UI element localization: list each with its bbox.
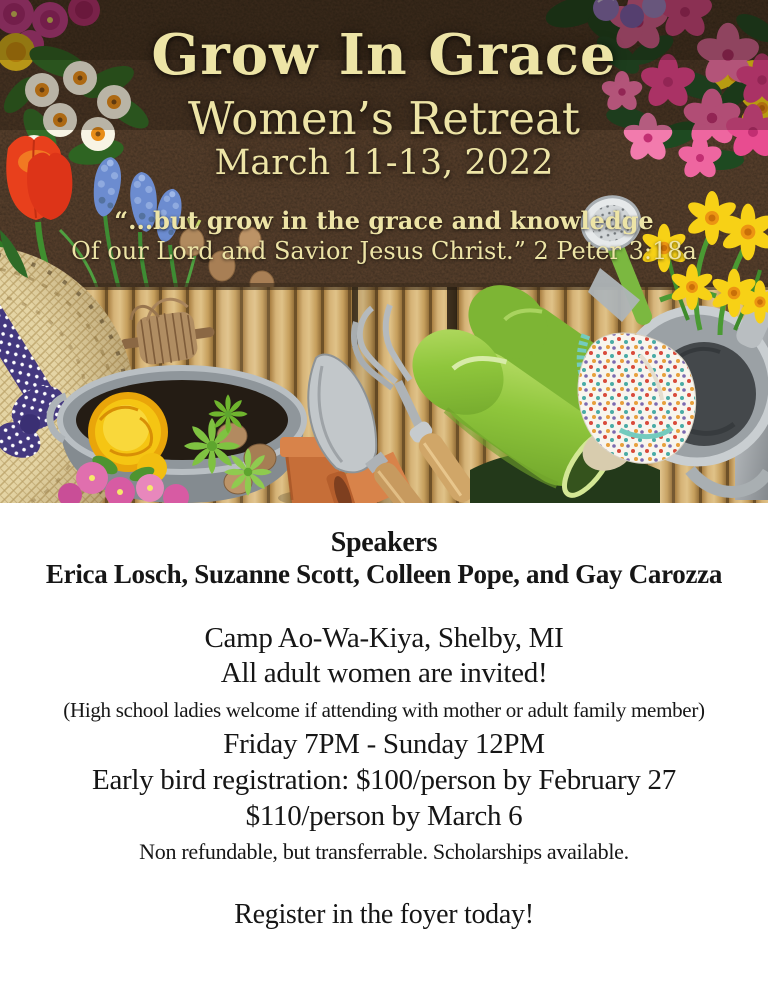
event-title: Grow In Grace: [151, 22, 617, 88]
event-schedule: Friday 7PM - Sunday 12PM: [223, 728, 545, 760]
refund-note: Non refundable, but transferrable. Scholarships available.: [139, 839, 629, 864]
event-subtitle: Women’s Retreat: [188, 92, 580, 145]
early-bird-price: Early bird registration: $100/person by February 27: [92, 764, 676, 796]
speakers-names: Erica Losch, Suzanne Scott, Colleen Pope, and Gay Carozza: [45, 559, 723, 589]
event-dates: March 11-13, 2022: [214, 143, 554, 183]
event-location: Camp Ao-Wa-Kiya, Shelby, MI: [204, 622, 564, 654]
invitation-note: (High school ladies welcome if attending with mother or adult family member): [63, 698, 705, 722]
verse-line-1: “...but grow in the grace and knowledge: [114, 206, 654, 235]
call-to-action: Register in the foyer today!: [234, 899, 534, 930]
invitation-text: All adult women are invited!: [220, 657, 548, 689]
verse-line-2: Of our Lord and Savior Jesus Christ.” 2 Peter 3:18a: [71, 237, 697, 265]
flower-tub: [50, 368, 304, 503]
speakers-heading: Speakers: [330, 527, 438, 558]
late-price: $110/person by March 6: [245, 800, 523, 832]
